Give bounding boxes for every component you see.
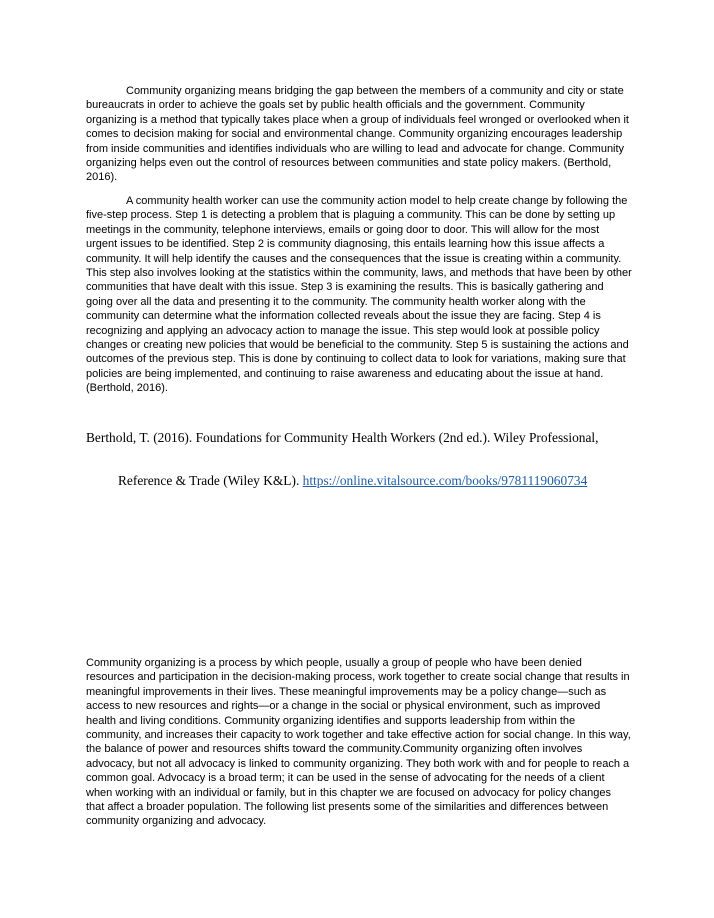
reference-line-1: Berthold, T. (2016). Foundations for Community Health Workers (2nd ed.). Wiley Professional,	[86, 430, 599, 445]
reference-line-2	[118, 473, 587, 489]
reference-link[interactable]: https://online.vitalsource.com/books/9781119060734	[302, 473, 588, 488]
paragraph-community-action-model: A community health worker can use the community action model to help create change by following the five-step process. Step 1 is detecting a problem that is plaguing a community. This can be done by setting up meetings in the community, telephone interviews, emails or going door to door. This will allow for the most urgent issues to be identified. Step 2 is community diagnosing, this entails learning how this issue affects a community. It will help identify the causes and the consequences that the issue is creating within a community. This step also involves looking at the statistics within the community, laws, and methods that have been by other communities that have dealt with this issue. Step 3 is examining the results. This is basically gathering and going over all the data and presenting it to the community. The community health worker along with the community can determine what the information collected reveals about the issue they are facing. Step 4 is recognizing and applying an advocacy action to manage the issue. This step would look at possible policy changes or creating new policies that would be beneficial to the community. Step 5 is sustaining the actions and outcomes of the previous step. This is done by continuing to collect data to look for variations, making sure that policies are being implemented, and continuing to raise awareness and educating about the issue at hand. (Berthold, 2016).	[86, 195, 632, 395]
paragraph-organizing-vs-advocacy: Community organizing is a process by which people, usually a group of people who have been denied resources and participation in the decision-making process, work together to create social change that results in meaningful improvements in their lives. These meaningful improvements may be a policy change—such as access to new resources and rights—or a change in the social or physical environment, such as improved health and living conditions. Community organizing identifies and supports leadership from within the community, and increases their capacity to work together and take effective action for social change. In this way, the balance of power and resources shifts toward the community.Community organizing often involves advocacy, but not all advocacy is linked to community organizing. They both work with and for people to reach a common goal. Advocacy is a broad term; it can be used in the sense of advocating for the needs of a client when working with an individual or family, but in this chapter we are focused on advocacy for policy changes that affect a broader population. The following list presents some of the similarities and differences between community organizing and advocacy.	[86, 657, 631, 828]
paragraph-community-organizing-definition: Community organizing means bridging the gap between the members of a community and city or state bureaucrats in order to achieve the goals set by public health officials and the government. Community organizing is a method that typically takes place when a group of individuals feel wronged or overlooked when it comes to decision making for social and environmental change. Community organizing encourages leadership from inside communities and identifies individuals who are willing to lead and advocate for change. Community organizing helps even out the control of resources between communities and state policy makers. (Berthold, 2016).	[86, 85, 629, 184]
reference-publisher-text: Reference & Trade (Wiley K&L).	[118, 473, 303, 488]
